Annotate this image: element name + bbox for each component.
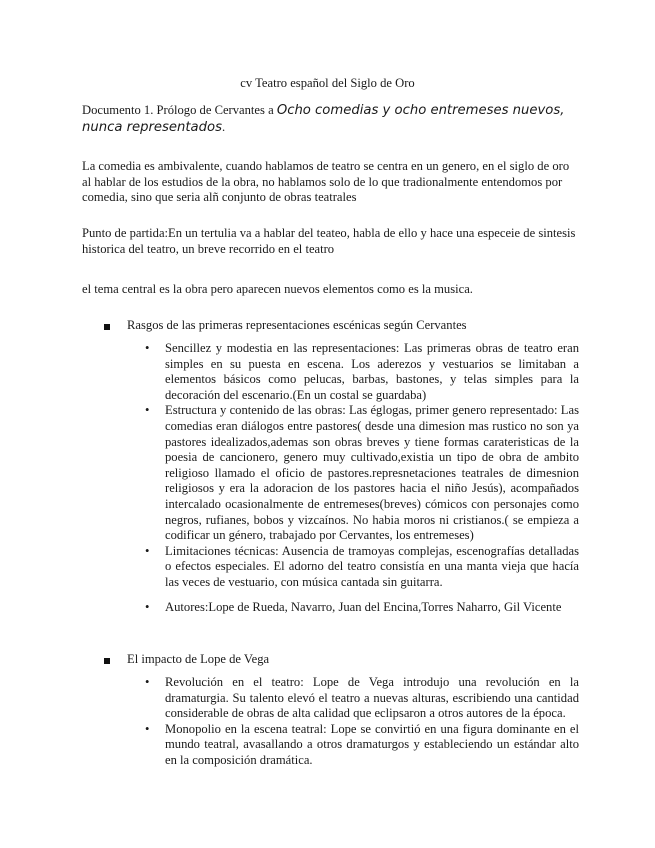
paragraph-punto-de-partida: Punto de partida:En un tertulia va a hablar del teateo, habla de ello y hace una especeie de sintesis historica del teatro, un breve recorrido en el teatro	[82, 226, 576, 256]
list-item-text: Limitaciones técnicas: Ausencia de tramoyas complejas, escenografías detalladas o efectos especiales. El adorno del teatro consistía en una manta vieja que hacía las veces de vestuario, con música cantada sin guitarra.	[165, 543, 579, 589]
list-item	[145, 341, 579, 403]
bullet-icon: •	[145, 543, 150, 558]
document-heading-suffix: .	[221, 120, 226, 134]
work-title: Ocho comedias y ocho entremeses nuevos, nunca representados	[82, 103, 565, 135]
list-item	[145, 600, 579, 616]
bullet-icon: •	[145, 341, 150, 355]
list-item	[145, 544, 579, 591]
paragraph-tema-central: el tema central es la obra pero aparecen nuevos elementos como es la musica.	[82, 282, 473, 296]
list-item-text: Monopolio en la escena teatral: Lope se convirtió en una figura dominante en el mundo teatral, avasallando a otros dramaturgos y estableciendo un estándar alto en la composición dramática.	[165, 721, 579, 767]
document-heading	[82, 102, 582, 136]
document-title: cv Teatro español del Siglo de Oro	[240, 76, 415, 90]
bullet-icon: •	[145, 675, 150, 689]
section-bullet-icon	[104, 324, 110, 330]
section-list-rasgos	[145, 341, 579, 615]
bullet-icon: •	[145, 599, 150, 614]
list-item	[145, 722, 579, 769]
list-item-text: Estructura y contenido de las obras: Las églogas, primer genero representado: Las comedias eran diálogos entre pastores( desde una dimesion mas rustico no son ya pastores idealizados,ademas son obras breves y tiene formas carateristicas de la poesia de cancionero, genero muy cultivado,existia un tipo de obra de ambito religioso llamado el oficio de pastores.represnetaciones teatrales de dimesnion religiosos y era la adoracion de los pastores hacia el niño Jesús), acompañados intercalado ocasionalmente de entremeses(breves) cómicos con personajes como negros, rufianes, bobos y vizcaínos. No habia moros ni cristianos.( se empieza a codificar un género, trabajado por Cervantes, los entremeses)	[165, 403, 579, 543]
list-item-text: Revolución en el teatro: Lope de Vega introdujo una revolución en la dramaturgia. Su talento elevó el teatro a nuevas alturas, escribiendo una cantidad considerable de obras de alta calidad que eclipsaron a otros autores de la época.	[165, 675, 579, 721]
section-heading-lope: El impacto de Lope de Vega	[127, 652, 270, 666]
bullet-icon: •	[145, 721, 150, 736]
list-item	[145, 403, 579, 543]
list-item-text: Autores:Lope de Rueda, Navarro, Juan del Encina,Torres Naharro, Gil Vicente	[165, 599, 562, 614]
document-heading-prefix: Documento 1. Prólogo de Cervantes a	[82, 103, 277, 117]
list-item-text: Sencillez y modestia en las representaciones: Las primeras obras de teatro eran simples en su puesta en escena. Los aderezos y vestuarios se limitaban a elementos básicos como pelucas, barbas, bastones, y telas simples para la decoración del escenario.(En un costal se guardaba)	[165, 341, 579, 402]
section-bullet-icon	[104, 658, 110, 664]
paragraph-comedia: La comedia es ambivalente, cuando hablamos de teatro se centra en un genero, en el siglo de oro al hablar de los estudios de la obra, no hablamos solo de lo que tradionalmente entendomos por comedia, sino que seria alñ conjunto de obras teatrales	[82, 159, 570, 205]
list-item	[145, 675, 579, 722]
section-list-lope	[145, 675, 579, 769]
section-heading-rasgos: Rasgos de las primeras representaciones escénicas según Cervantes	[127, 318, 467, 332]
bullet-icon: •	[145, 403, 150, 418]
